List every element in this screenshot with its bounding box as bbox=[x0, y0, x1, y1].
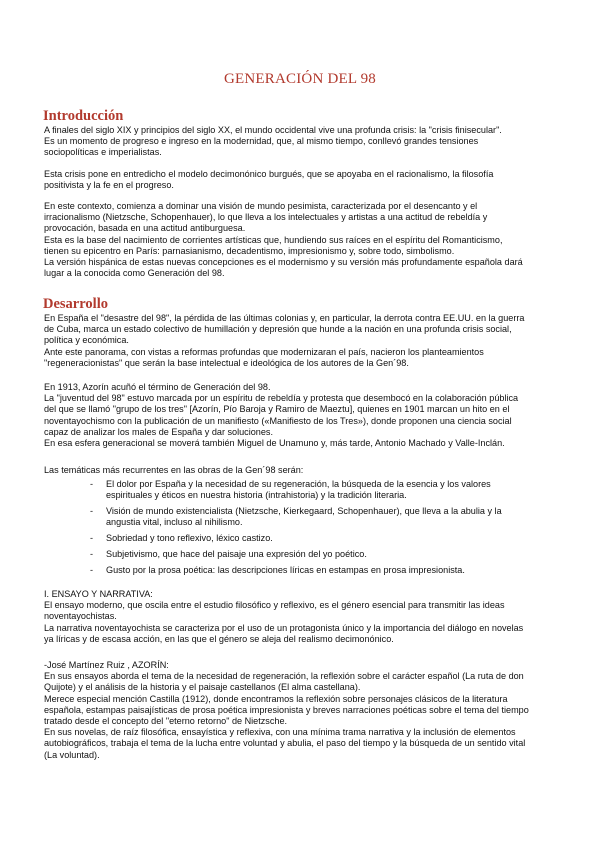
text-line: sociopolíticas e imperialistas. bbox=[44, 147, 162, 158]
text-line: Merece especial mención Castilla (1912), donde encontramos la reflexión sobre personajes clásicos de la literatura bbox=[44, 693, 508, 704]
bullet: - bbox=[90, 479, 94, 489]
desarrollo-paragraph-2 bbox=[44, 382, 562, 449]
list-item-text bbox=[106, 565, 465, 576]
text-line: provocación, basada en una actitud antiburguesa. bbox=[44, 223, 246, 234]
list-item-text bbox=[106, 549, 367, 560]
bullet: - bbox=[90, 533, 94, 543]
bullet: - bbox=[90, 549, 94, 559]
page-title: GENERACIÓN DEL 98 bbox=[224, 71, 376, 87]
text-line: "regeneracionistas" que serán la base intelectual e ideológica de los autores de la Gen´98. bbox=[44, 357, 409, 368]
intro-paragraph-2 bbox=[44, 169, 562, 191]
text-line: tienen su epicentro en París: parnasianismo, decadentismo, impresionismo y, sobre todo, simbolismo. bbox=[44, 245, 455, 256]
text-line: espirituales y éticos en nuestra historia (intrahistoria) y la tradición literaria. bbox=[106, 490, 407, 501]
text-line: Quijote) y el análisis de la historia y el paisaje castellanos (El alma castellana). bbox=[44, 682, 361, 693]
text-line: del que se llamó "grupo de los tres" [Azorín, Pío Baroja y Ramiro de Maeztu], quienes en 1901 marcan un hito en el bbox=[44, 404, 510, 415]
text-line: (La voluntad). bbox=[44, 749, 100, 760]
text-line: En sus ensayos aborda el tema de la necesidad de regeneración, la reflexión sobre el carácter español (La ruta de don bbox=[44, 671, 524, 682]
text-line: La narrativa noventayochista se caracteriza por el uso de un protagonista único y la importancia del diálogo en novelas bbox=[44, 622, 524, 633]
text-line: El ensayo moderno, que oscila entre el estudio filosófico y reflexivo, es el género esencial para transmitir las ideas bbox=[44, 600, 505, 611]
text-line: noventayochismo con la publicación de un manifiesto («Manifiesto de los Tres»), donde proponen una ciencia social bbox=[44, 415, 512, 426]
text-line: En sus novelas, de raíz filosófica, ensayística y reflexiva, con una mínima trama narrativa y la inclusión de elementos bbox=[44, 727, 516, 738]
azorin-block bbox=[44, 660, 562, 761]
desarrollo-paragraph-1 bbox=[44, 313, 562, 369]
text-line: Ante este panorama, con vistas a reformas profundas que modernizaran el país, nacieron los planteamientos bbox=[44, 346, 484, 357]
text-line: Gusto por la prosa poética: las descripciones líricas en estampas en prosa impresionista. bbox=[106, 565, 465, 575]
text-line: Esta es la base del nacimiento de corrientes artísticas que, hundiendo sus raíces en el espíritu del Romanticismo, bbox=[44, 234, 503, 245]
text-line: En este contexto, comienza a dominar una visión de mundo pesimista, caracterizada por el desencanto y el bbox=[44, 201, 478, 211]
text-line: La versión hispánica de estas nuevas concepciones es el modernismo y su versión más profundamente española dará bbox=[44, 257, 523, 268]
heading-introduccion: Introducción bbox=[43, 108, 124, 124]
text-line: capaz de analizar los males de España y dar soluciones. bbox=[44, 426, 273, 437]
list-item-text bbox=[106, 533, 273, 544]
text-line: española, estampas paisajísticas de prosa poética impresionista y breves narraciones poéticas sobre el tema del tiempo bbox=[44, 704, 529, 715]
text-line: En esa esfera generacional se moverá también Miguel de Unamuno y, más tarde, Antonio Machado y Valle-Inclán. bbox=[44, 438, 505, 449]
ensayo-narrativa-block bbox=[44, 589, 562, 645]
text-line: política y económica. bbox=[44, 335, 129, 346]
text-line: Visión de mundo existencialista (Nietzsche, Kierkegaard, Schopenhauer), que lleva a la abulia y la bbox=[106, 506, 502, 516]
text-line: Esta crisis pone en entredicho el modelo decimonónico burgués, que se apoyaba en el racionalismo, la filosofía bbox=[44, 169, 494, 179]
bullet: - bbox=[90, 565, 94, 575]
text-line: de Cuba, marca un estado colectivo de humillación y depresión que hunde a la nación en una profunda crisis social, bbox=[44, 324, 512, 335]
text-line: La "juventud del 98" estuvo marcada por un espíritu de rebeldía y protesta que desembocó en la colaboración pública bbox=[44, 393, 519, 404]
text-line: autobiográficos, trabaja el tema de la lucha entre voluntad y abulia, el paso del tiempo y la búsqueda de un sentido vital bbox=[44, 738, 526, 749]
text-line: irracionalismo (Nietzsche, Schopenhauer), lo que lleva a los intelectuales y artistas a una actitud de rebeldía y bbox=[44, 212, 488, 223]
text-line: lugar a la conocida como Generación del 98. bbox=[44, 268, 225, 279]
text-line: Es un momento de progreso e ingreso en la modernidad, que, al mismo tiempo, conllevó grandes tensiones bbox=[44, 136, 479, 147]
list-item-text bbox=[106, 506, 502, 528]
list-item-text bbox=[106, 479, 491, 501]
subheading: I. ENSAYO Y NARRATIVA: bbox=[44, 589, 153, 599]
text-line: En 1913, Azorín acuñó el término de Generación del 98. bbox=[44, 382, 271, 392]
text-line: Subjetivismo, que hace del paisaje una expresión del yo poético. bbox=[106, 549, 367, 559]
text-line: angustia vital, incluso al nihilismo. bbox=[106, 517, 243, 528]
text-line: El dolor por España y la necesidad de su regeneración, la búsqueda de la esencia y los valores bbox=[106, 479, 491, 489]
intro-paragraph-3 bbox=[44, 201, 562, 279]
text-line: A finales del siglo XIX y principios del siglo XX, el mundo occidental vive una profunda crisis: la "crisis finisecular". bbox=[44, 125, 502, 135]
list-intro: Las temáticas más recurrentes en las obras de la Gen´98 serán: bbox=[44, 465, 304, 475]
intro-paragraph-1 bbox=[44, 125, 562, 159]
text-line: positivista y la fe en el progreso. bbox=[44, 180, 174, 191]
text-line: ya líricas y de escasa acción, en las que el género se aleja del realismo decimonónico. bbox=[44, 633, 394, 644]
subheading: -José Martínez Ruiz , AZORÍN: bbox=[44, 660, 169, 670]
heading-desarrollo: Desarrollo bbox=[43, 296, 108, 312]
text-line: En España el "desastre del 98", la pérdida de las últimas colonias y, en particular, la derrota contra EE.UU. en la guerra bbox=[44, 313, 525, 323]
text-line: Sobriedad y tono reflexivo, léxico castizo. bbox=[106, 533, 273, 543]
text-line: tratado desde el concepto del "eterno retorno" de Nietzsche. bbox=[44, 716, 288, 727]
bullet: - bbox=[90, 506, 94, 516]
text-line: noventayochistas. bbox=[44, 611, 117, 622]
